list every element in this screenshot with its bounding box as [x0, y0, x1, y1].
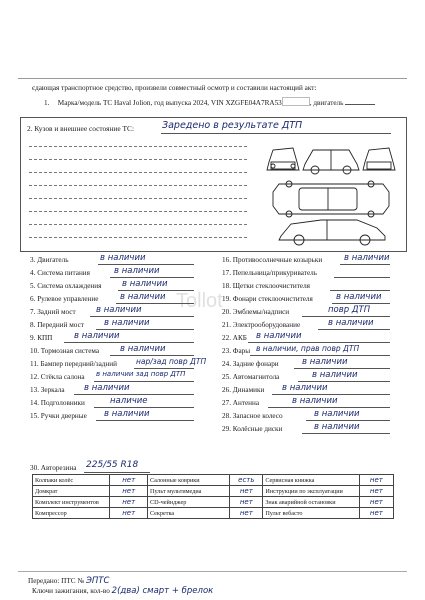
item-headlights: 23. Фары в наличии, прав повр ДТП — [222, 347, 250, 359]
transfer-value: ЭПТС — [85, 576, 110, 586]
keys-label: Ключи зажигания, кол-во — [32, 587, 110, 595]
accessories-table — [32, 474, 394, 519]
item-mirrors: 13. Зеркала в наличии — [30, 386, 65, 398]
item-sun-visors: 16. Противосолнечные козырьки в наличии — [222, 253, 390, 264]
acc-label: CD-чейнджер — [147, 497, 229, 508]
vehicle-model-vin: Марка/модель ТС Haval Jolion, год выпуска 2024, VIN XZGFE04A7RA53 — [57, 99, 282, 107]
item-wheel-rims: 29. Колёсные диски в наличии — [222, 425, 282, 437]
acc-value: есть — [230, 475, 263, 486]
acc-label: Домкрат — [33, 486, 110, 497]
acc-value: нет — [110, 508, 148, 519]
acc-value: нет — [110, 497, 148, 508]
item-washer-lights: 19. Фонари стеклоочистителя в наличии — [222, 295, 313, 307]
blank-line — [29, 237, 247, 238]
tires-label: 30. Авторезина — [30, 464, 77, 472]
transfer-line — [28, 576, 109, 586]
item-wiper-blades: 18. Щетки стеклоочистителя — [222, 282, 310, 294]
blank-line — [29, 185, 247, 186]
item-spare-wheel: 28. Запасное колесо в наличии — [222, 412, 283, 424]
item-headrests: 14. Подголовники наличие — [30, 399, 85, 411]
acc-label: Секретка — [147, 508, 229, 519]
top-divider — [18, 78, 407, 79]
item-door-handles: 15. Ручки дверные в наличии — [30, 412, 87, 424]
acc-value: нет — [359, 486, 393, 497]
item-car-radio: 25. Автомагнитола в наличии — [222, 373, 279, 385]
vehicle-line — [44, 97, 375, 107]
item-speakers: 26. Динамики в наличии — [222, 386, 264, 398]
table-row — [33, 508, 394, 519]
table-row — [33, 497, 394, 508]
acc-value: нет — [230, 497, 263, 508]
item-battery: 22. АКБ в наличии — [222, 334, 247, 346]
acc-label: Сервисная книжка — [263, 475, 360, 486]
acc-value: нет — [359, 497, 393, 508]
acc-label: Пульт мультимедиа — [147, 486, 229, 497]
acc-label: Компрессор — [33, 508, 110, 519]
acc-label: Знак аварийной остановки — [263, 497, 360, 508]
body-condition-box — [20, 117, 407, 252]
acc-value: нет — [230, 486, 263, 497]
blank-line — [29, 198, 247, 199]
acc-label: Пульт вебасто — [263, 508, 360, 519]
item-cabin-glass: 12. Стёкла салона в наличии зад повр ДТП — [30, 373, 85, 385]
blank-line — [29, 159, 247, 160]
item-gearbox: 9. КПП в наличии — [30, 334, 52, 346]
vin-redaction — [282, 97, 310, 106]
acc-label: Инструкции по эксплуатации — [263, 486, 360, 497]
watermark: Tollot — [176, 290, 223, 312]
blank-line — [29, 211, 247, 212]
item-emblems: 20. Эмблемы/надписи повр ДТП — [222, 308, 289, 320]
blank-line — [29, 172, 247, 173]
body-condition-label: 2. Кузов и внешнее состояние ТС: — [27, 124, 135, 133]
table-row — [33, 486, 394, 497]
vehicle-line-number: 1. — [44, 99, 50, 107]
car-damage-diagram — [261, 140, 401, 246]
item-fuel-system: 4. Система питания в наличии — [30, 269, 90, 281]
blank-line — [29, 146, 247, 147]
intro-text: єдающая транспортное средство, произвели совместный осмотр и составили настоящий акт: — [32, 84, 317, 92]
acc-label: Колпаки колёс — [33, 475, 110, 486]
tires-line — [30, 460, 139, 472]
acc-value: нет — [230, 508, 263, 519]
tires-value: 225/55 R18 — [86, 460, 139, 470]
acc-value: нет — [110, 475, 148, 486]
item-antenna: 27. Антенна в наличии — [222, 399, 259, 411]
acc-label: Комплект инструментов — [33, 497, 110, 508]
acc-label: Салонные коврики — [147, 475, 229, 486]
item-engine: 3. Двигатель в наличии — [30, 256, 68, 268]
keys-line — [32, 586, 213, 596]
acc-value: нет — [110, 486, 148, 497]
item-cooling-system: 5. Система охлаждения в наличии — [30, 282, 101, 294]
blank-line — [29, 224, 247, 225]
keys-value: 2(два) смарт + брелок — [111, 586, 214, 596]
body-condition-handwritten: Заредено в результате ДТП — [162, 120, 303, 131]
table-row — [33, 475, 394, 486]
item-ashtray-lighter: 17. Пепельница/прикуриватель — [222, 269, 317, 281]
body-condition-underline — [161, 133, 391, 134]
transfer-label: Передано: ПТС № — [28, 577, 85, 585]
bottom-divider — [18, 571, 407, 572]
engine-blank — [345, 98, 375, 105]
item-brakes: 10. Тормозная система в наличии — [30, 347, 99, 359]
item-bumpers: 11. Бампер передний/задний нар/зад повр ДТП — [30, 357, 207, 368]
vehicle-line-suffix: , двигатель — [309, 99, 344, 107]
item-steering: 6. Рулевое управление в наличии — [30, 295, 98, 307]
item-rear-axle: 7. Задний мост в наличии — [30, 308, 76, 320]
item-front-axle: 8. Передний мост в наличии — [30, 321, 84, 333]
tires-underline — [84, 472, 150, 473]
acc-value: нет — [359, 475, 393, 486]
item-rear-lights: 24. Задние фонари в наличии — [222, 360, 279, 372]
item-electrical: 21. Электрооборудование в наличии — [222, 321, 300, 333]
acc-value: нет — [359, 508, 393, 519]
